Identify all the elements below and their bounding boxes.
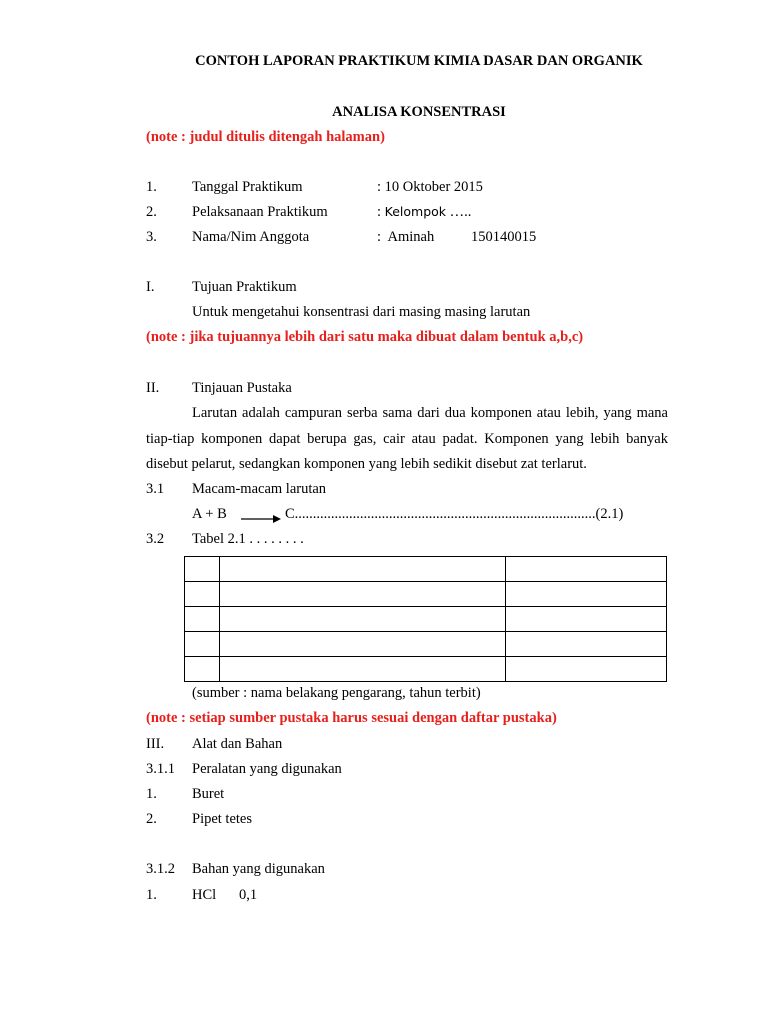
- note-title: (note : judul ditulis ditengah halaman): [146, 129, 385, 145]
- list-item: Buret: [192, 786, 225, 802]
- reaction-product: C...................................................................................(2.1): [285, 506, 624, 522]
- table-row: [185, 632, 667, 657]
- list-number: 2.: [146, 811, 157, 827]
- section-3-number: III.: [146, 736, 165, 752]
- info-label: Nama/Nim Anggota: [192, 229, 310, 245]
- info-value: :: [377, 204, 385, 220]
- section-2-heading: Tinjauan Pustaka: [192, 380, 292, 396]
- subsection-3-1-1-heading: Peralatan yang digunakan: [192, 761, 342, 777]
- section-1-heading: Tujuan Praktikum: [192, 279, 297, 295]
- table-source: (sumber : nama belakang pengarang, tahun terbit): [192, 685, 481, 701]
- reaction-arrow-icon: [241, 513, 281, 525]
- info-number: 3.: [146, 229, 157, 245]
- section-1-text: Untuk mengetahui konsentrasi dari masing masing larutan: [192, 304, 531, 320]
- section-3-heading: Alat dan Bahan: [192, 736, 283, 752]
- subsection-3-2-heading: Tabel 2.1 . . . . . . . .: [192, 531, 304, 547]
- table-cell: [506, 582, 667, 607]
- info-value: : Aminah: [377, 229, 435, 245]
- info-value-dots: …..: [446, 204, 472, 220]
- info-value: : 10 Oktober 2015: [377, 179, 483, 195]
- list-item: Pipet tetes: [192, 811, 253, 827]
- table-cell: [506, 632, 667, 657]
- subsection-3-1-number: 3.1: [146, 481, 165, 497]
- table-cell: [506, 557, 667, 582]
- info-label: Tanggal Praktikum: [192, 179, 303, 195]
- table-cell: [506, 657, 667, 682]
- table-cell: [220, 657, 506, 682]
- document-title: CONTOH LAPORAN PRAKTIKUM KIMIA DASAR DAN ORGANIK: [195, 53, 643, 69]
- subsection-3-1-2-number: 3.1.2: [146, 861, 175, 877]
- list-number: 1.: [146, 786, 157, 802]
- info-label: Pelaksanaan Praktikum: [192, 204, 328, 220]
- table-row: [185, 582, 667, 607]
- info-nim: 150140015: [471, 229, 537, 245]
- table-row: [185, 557, 667, 582]
- table-row: [185, 607, 667, 632]
- reaction-reactants: A + B: [192, 506, 227, 522]
- subsection-3-2-number: 3.2: [146, 531, 165, 547]
- paragraph-line: Larutan adalah campuran serba sama dari dua komponen atau lebih, yang mana: [192, 405, 668, 421]
- info-value-group: [377, 203, 471, 221]
- table-cell: [220, 607, 506, 632]
- section-1-number: I.: [146, 279, 155, 295]
- subsection-3-1-heading: Macam-macam larutan: [192, 481, 327, 497]
- document-subtitle: ANALISA KONSENTRASI: [332, 104, 506, 120]
- table-cell: [506, 607, 667, 632]
- note-objectives: (note : jika tujuannya lebih dari satu maka dibuat dalam bentuk a,b,c): [146, 329, 584, 345]
- info-number: 1.: [146, 179, 157, 195]
- list-number: 1.: [146, 887, 157, 903]
- subsection-3-1-1-number: 3.1.1: [146, 761, 175, 777]
- table-cell: [185, 557, 220, 582]
- subsection-3-1-2-heading: Bahan yang digunakan: [192, 861, 325, 877]
- empty-table: [184, 556, 667, 682]
- table-cell: [185, 607, 220, 632]
- table-cell: [220, 557, 506, 582]
- table-row: [185, 657, 667, 682]
- list-item: HCl: [192, 887, 217, 903]
- table-cell: [185, 582, 220, 607]
- section-2-number: II.: [146, 380, 160, 396]
- info-value-group-name: Kelompok: [384, 204, 447, 219]
- list-item-value: 0,1: [239, 887, 258, 903]
- info-number: 2.: [146, 204, 157, 220]
- table-cell: [185, 632, 220, 657]
- table-cell: [220, 632, 506, 657]
- paragraph-line: disebut pelarut, sedangkan komponen yang lebih sedikit disebut zat terlarut.: [146, 456, 587, 472]
- note-references: (note : setiap sumber pustaka harus sesuai dengan daftar pustaka): [146, 710, 557, 726]
- paragraph-line: tiap-tiap komponen dapat berupa gas, cair atau padat. Komponen yang lebih banyak: [146, 431, 668, 447]
- table-cell: [220, 582, 506, 607]
- table-cell: [185, 657, 220, 682]
